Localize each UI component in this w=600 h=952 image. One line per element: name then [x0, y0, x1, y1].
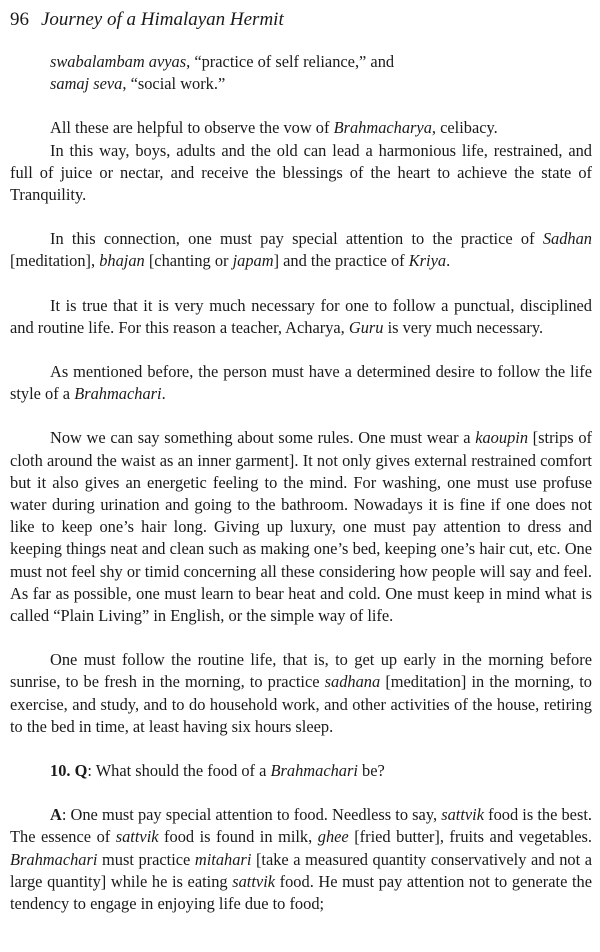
text-span: It is true that it is very much necessary for one to follow a punctual, disciplined and routine life. For this reason a teacher, Acharya, [10, 295, 592, 337]
term-sadhana: sadhana [324, 672, 381, 692]
paragraph-rules [10, 427, 592, 627]
paragraph-routine-life [10, 649, 592, 738]
term-samaj-seva: samaj seva [50, 74, 123, 94]
term-sattvik: sattvik [441, 805, 484, 825]
text-span: One must follow the routine life, that is, to get up early in the morning before sunrise, to be fresh in the morning, to practice [10, 650, 592, 692]
question-10 [10, 760, 592, 782]
paragraph-self-reliance [10, 51, 592, 95]
text-span: : What should the food of a [87, 761, 271, 781]
text-span: [meditation], [10, 251, 100, 271]
term-sattvik: sattvik [115, 827, 159, 847]
text-span: All these are helpful to observe the vow of [50, 118, 334, 138]
text-span: [meditation] in the morning, to exercise, and study, and to do household work, and other activities of the house, retiring to the bed in time, at least having six hours sleep. [10, 672, 592, 736]
paragraph-tranquility [10, 140, 592, 207]
paragraph-brahmacharya-vow [10, 117, 592, 139]
term-ghee: ghee [317, 827, 349, 847]
term-kaoupin: kaoupin [475, 428, 529, 448]
text-span: food is the best. The essence of [10, 805, 592, 847]
paragraph-determined-desire [10, 361, 592, 405]
term-sadhan: Sadhan [542, 229, 592, 249]
term-brahmachari: Brahmachari [74, 384, 162, 404]
paragraph-guru [10, 295, 592, 339]
text-span: [chanting or [144, 251, 233, 271]
answer-label: A [50, 805, 62, 825]
term-guru: Guru [348, 317, 384, 337]
text-span: In this way, boys, adults and the old can lead a harmonious life, restrained, and full of juice or nectar, and receive the blessings of the heart to achieve the state of Tranquility. [10, 140, 592, 205]
text-span: , “practice of self reliance,” and [186, 52, 395, 71]
page-number: 96 [10, 9, 29, 30]
text-span: : One must pay special attention to food. Needless to say, [61, 805, 442, 825]
text-span: . [161, 384, 166, 404]
text-span: . [446, 251, 451, 271]
text-span: food is found in milk, [158, 827, 318, 847]
text-span: , celibacy. [431, 118, 498, 138]
book-title: Journey of a Himalayan Hermit [41, 9, 284, 30]
text-span: be? [357, 761, 385, 781]
text-span: [take a measured quantity conservatively and not a large quantity] while he is eating [10, 849, 593, 891]
term-mitahari: mitahari [194, 849, 252, 869]
term-bhajan: bhajan [99, 251, 145, 271]
term-japam: japam [232, 251, 274, 271]
question-label: 10. Q [50, 761, 88, 781]
text-span: [fried butter], fruits and vegetables. [348, 827, 592, 847]
text-span: must practice [97, 849, 195, 869]
term-brahmacharya: Brahmacharya [333, 118, 432, 138]
term-brahmachari: Brahmachari [10, 849, 98, 869]
running-header [10, 6, 284, 34]
text-span: [strips of cloth around the waist as an inner garment]. It not only gives external restrained comfort but it also gives an energetic feeling to the mind. For washing, one must use profuse water during urination and going to the bathroom. Nowadays it is fine if one does not like to keep one’s hair long. Giving up luxury, one must pay attention to dress and keeping things neat and clean such as making one’s bed, keeping one’s hair cut, etc. One must not feel shy or timid concerning all these considering how people will say and feel. As far as possible, one must learn to bear heat and cold. One must keep in mind what is called “Plain Living” in English, or the simple way of life. [10, 428, 592, 626]
text-span: food. He must pay attention not to generate the tendency to engage in enjoying life due to food; [10, 871, 592, 914]
text-span: is very much necessary. [383, 317, 544, 337]
text-span: ] and the practice of [273, 251, 409, 271]
text-span: In this connection, one must pay special attention to the practice of [50, 229, 543, 249]
term-kriya: Kriya [408, 251, 447, 271]
text-span: , “social work.” [122, 74, 226, 94]
paragraph-sadhan [10, 228, 592, 272]
text-span: Now we can say something about some rules. One must wear a [50, 428, 476, 448]
term-swabalambam-avyas: swabalambam avyas [50, 52, 187, 71]
answer-10 [10, 804, 592, 915]
term-brahmachari: Brahmachari [270, 761, 358, 781]
text-span: As mentioned before, the person must have a determined desire to follow the life style of a [10, 362, 592, 404]
page-body [10, 51, 592, 915]
term-sattvik: sattvik [232, 871, 276, 891]
